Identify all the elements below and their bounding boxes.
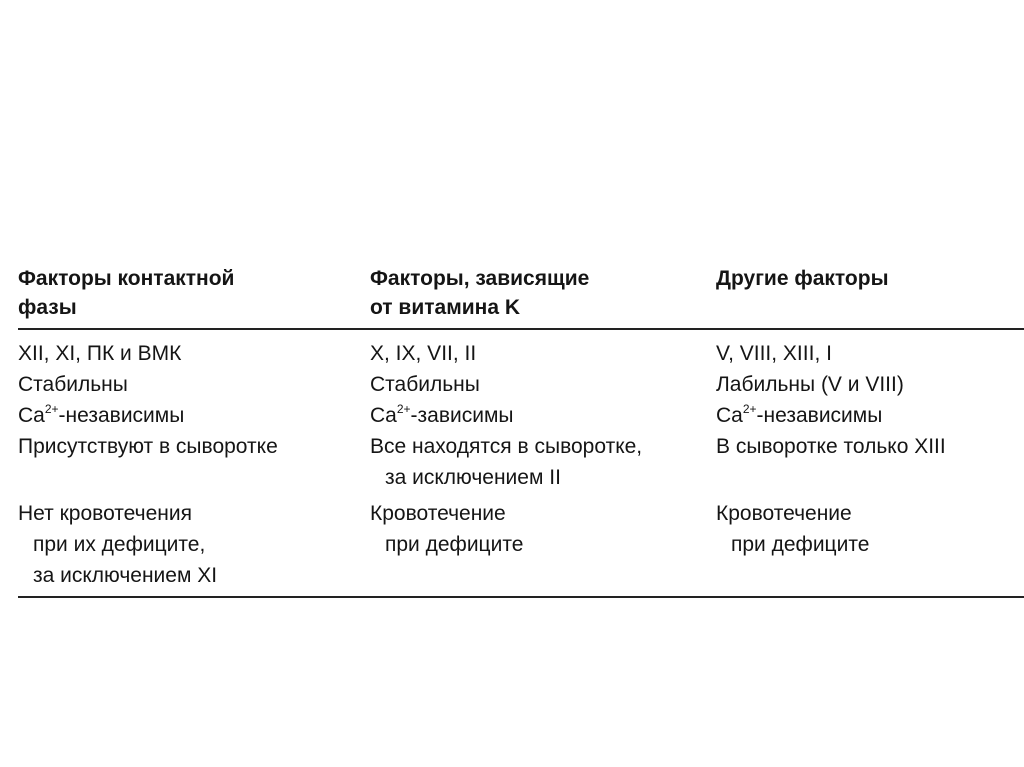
table-row	[18, 431, 1024, 493]
table-cell: Стабильны	[18, 373, 128, 396]
table-cell: Стабильны	[370, 373, 480, 396]
header-contact-phase: Факторы контактной фазы	[18, 267, 235, 319]
table-cell: Присутствуют в сыворотке	[18, 435, 278, 458]
table-cell: $Ca^{2+}$-независимы	[716, 402, 883, 427]
table-cell: $Ca^{2+}$-независимы	[18, 402, 185, 427]
table-cell: Кровотечение при дефиците	[716, 502, 870, 556]
table-cell: Нет кровотечения при их дефиците, за исключением XI	[18, 502, 218, 587]
header-rule	[18, 328, 1024, 330]
table-row	[18, 369, 1024, 400]
coagulation-factors-table	[18, 262, 1024, 591]
table-cell: X, IX, VII, II	[370, 342, 477, 365]
table-cell: XII, XI, ПК и ВМК	[18, 342, 182, 365]
table-cell: Все находятся в сыворотке, за исключением II	[370, 435, 643, 489]
table-cell: Кровотечение при дефиците	[370, 502, 524, 556]
table-row	[18, 338, 1024, 369]
table-cell: В сыворотке только XIII	[716, 435, 946, 458]
table-row	[18, 400, 1024, 431]
table-cell: $Ca^{2+}$-зависимы	[370, 402, 514, 427]
header-vitamin-k-dependent: Факторы, зависящие от витамина K	[370, 267, 590, 319]
header-other-factors: Другие факторы	[716, 267, 889, 290]
table-header-row	[18, 262, 1024, 328]
bottom-rule	[18, 596, 1024, 598]
table-cell: V, VIII, XIII, I	[716, 342, 832, 365]
table-row	[18, 498, 1024, 591]
table-cell: Лабильны (V и VIII)	[716, 373, 904, 396]
